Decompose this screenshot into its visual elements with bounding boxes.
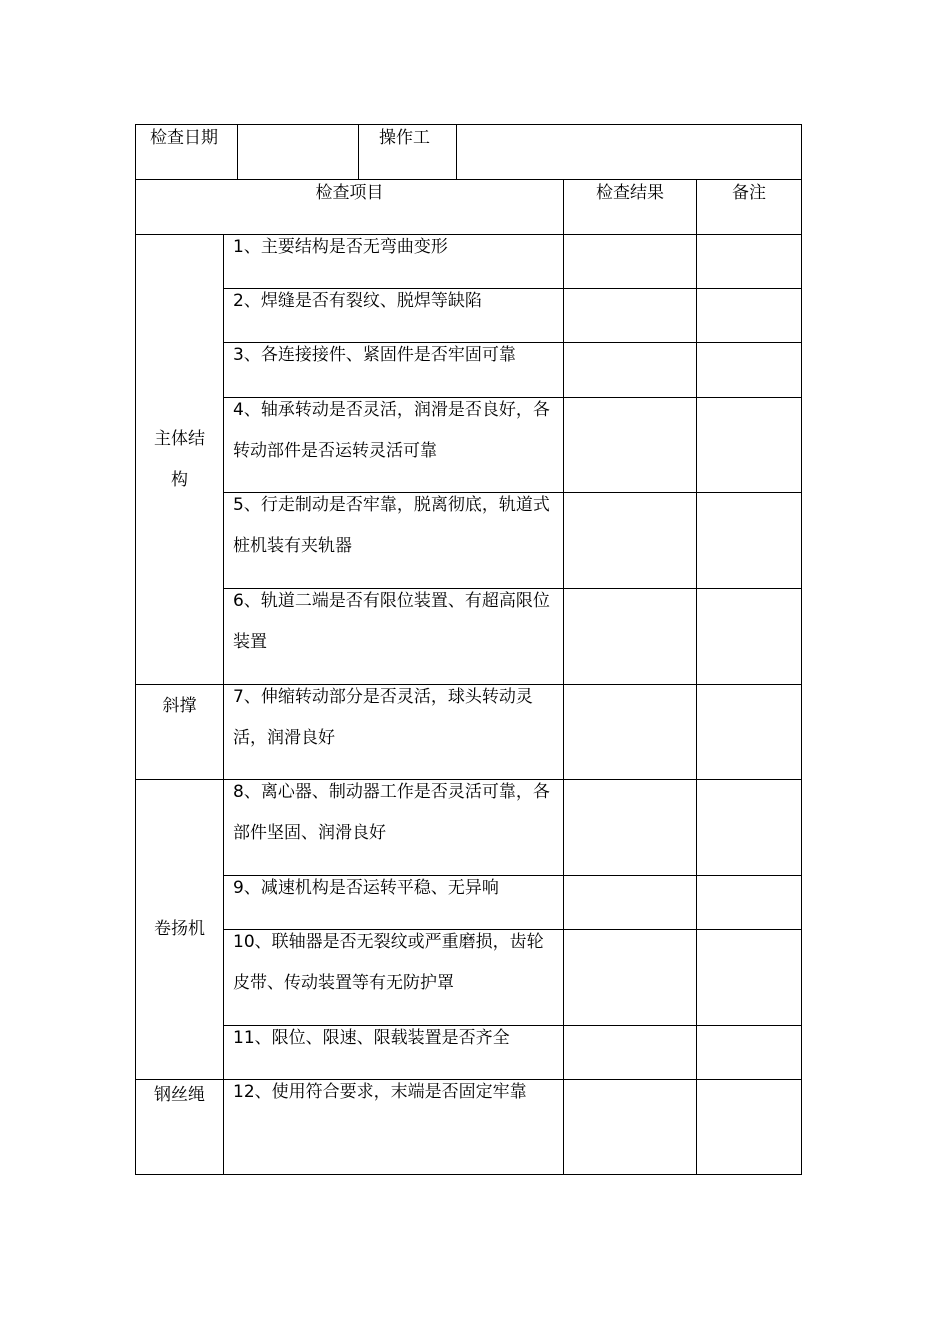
result-cell[interactable]: [564, 343, 697, 398]
result-cell[interactable]: [564, 589, 697, 685]
note-cell[interactable]: [697, 930, 802, 1026]
result-cell[interactable]: [564, 1080, 697, 1175]
date-label: 检查日期: [136, 125, 238, 180]
check-item: 9、减速机构是否运转平稳、无异响: [224, 876, 564, 930]
check-item: 3、各连接接件、紧固件是否牢固可靠: [224, 343, 564, 398]
note-cell[interactable]: [697, 343, 802, 398]
result-cell[interactable]: [564, 930, 697, 1026]
note-cell[interactable]: [697, 685, 802, 780]
note-cell[interactable]: [697, 235, 802, 289]
form-header-table: [135, 124, 802, 180]
check-item: 11、限位、限速、限载装置是否齐全: [224, 1026, 564, 1080]
note-cell[interactable]: [697, 1026, 802, 1080]
group-label-winch: 卷扬机: [136, 780, 224, 1080]
result-cell[interactable]: [564, 289, 697, 343]
check-item: 6、轨道二端是否有限位装置、有超高限位装置: [224, 589, 564, 685]
check-item: 7、伸缩转动部分是否灵活，球头转动灵活，润滑良好: [224, 685, 564, 780]
check-item: 2、焊缝是否有裂纹、脱焊等缺陷: [224, 289, 564, 343]
result-cell[interactable]: [564, 685, 697, 780]
group-label-main-structure: 主体结构: [136, 235, 224, 685]
date-field[interactable]: [238, 125, 359, 180]
note-cell[interactable]: [697, 289, 802, 343]
result-cell[interactable]: [564, 1026, 697, 1080]
check-item: 12、使用符合要求，末端是否固定牢靠: [224, 1080, 564, 1175]
column-header-item: 检查项目: [136, 180, 564, 235]
operator-label: 操作工: [359, 125, 457, 180]
check-item: 4、轴承转动是否灵活，润滑是否良好，各转动部件是否运转灵活可靠: [224, 398, 564, 493]
note-cell[interactable]: [697, 398, 802, 493]
check-item: 10、联轴器是否无裂纹或严重磨损，齿轮皮带、传动装置等有无防护罩: [224, 930, 564, 1026]
result-cell[interactable]: [564, 780, 697, 876]
check-item: 1、主要结构是否无弯曲变形: [224, 235, 564, 289]
result-cell[interactable]: [564, 398, 697, 493]
check-item: 5、行走制动是否牢靠，脱离彻底，轨道式桩机装有夹轨器: [224, 493, 564, 589]
note-cell[interactable]: [697, 493, 802, 589]
result-cell[interactable]: [564, 235, 697, 289]
inspection-table: [135, 179, 802, 1175]
group-label-wire-rope: 钢丝绳: [136, 1080, 224, 1175]
operator-field[interactable]: [457, 125, 802, 180]
note-cell[interactable]: [697, 1080, 802, 1175]
column-header-note: 备注: [697, 180, 802, 235]
note-cell[interactable]: [697, 780, 802, 876]
result-cell[interactable]: [564, 876, 697, 930]
group-label-brace: 斜撑: [136, 685, 224, 780]
column-header-result: 检查结果: [564, 180, 697, 235]
note-cell[interactable]: [697, 589, 802, 685]
check-item: 8、离心器、制动器工作是否灵活可靠，各部件坚固、润滑良好: [224, 780, 564, 876]
result-cell[interactable]: [564, 493, 697, 589]
note-cell[interactable]: [697, 876, 802, 930]
